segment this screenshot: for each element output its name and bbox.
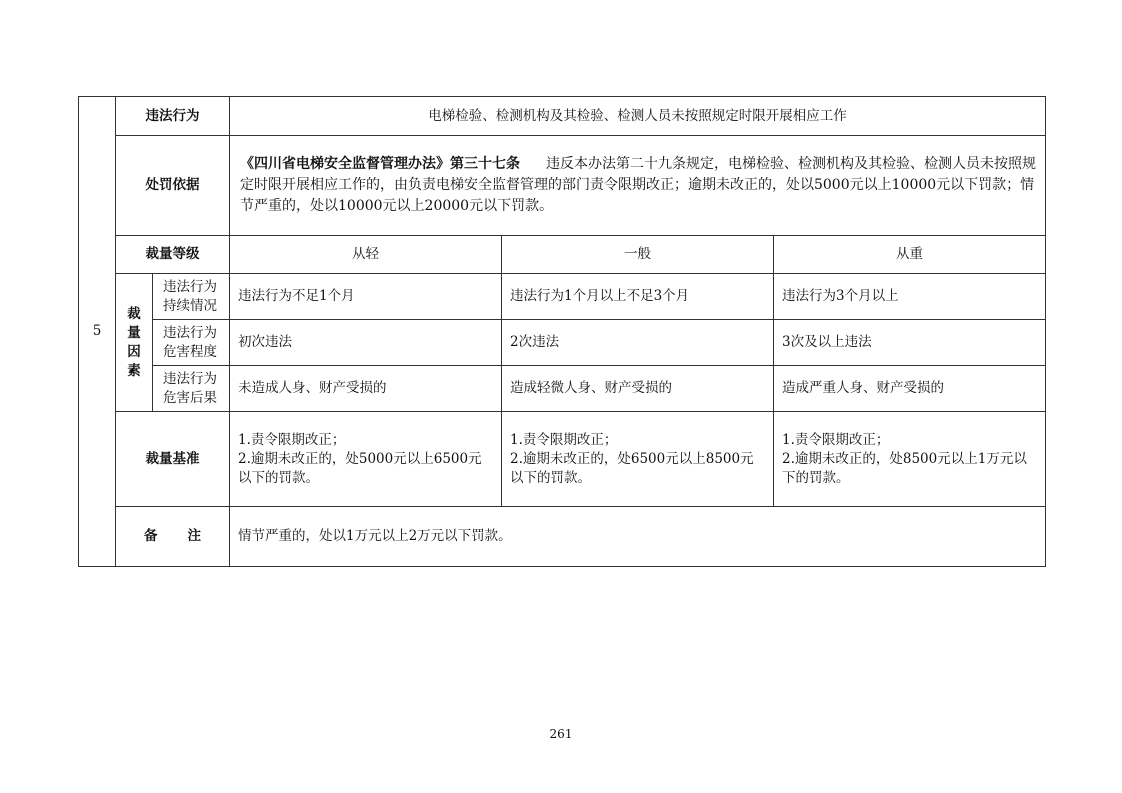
violation-text: 电梯检验、检测机构及其检验、检测人员未按照规定时限开展相应工作	[230, 97, 1046, 136]
factor-name-duration: 违法行为持续情况	[153, 274, 230, 320]
page-number: 261	[549, 727, 573, 741]
standard-cell-heavy: 1.责令限期改正； 2.逾期未改正的，处8500元以上1万元以下的罚款。	[774, 412, 1046, 507]
factors-label: 裁 量 因 素	[116, 274, 153, 412]
standard-label: 裁量基准	[116, 412, 230, 507]
factor-cell: 2次违法	[502, 320, 774, 366]
levels-label: 裁量等级	[116, 236, 230, 274]
level-light: 从轻	[230, 236, 502, 274]
remarks-text: 情节严重的，处以1万元以上2万元以下罚款。	[230, 507, 1046, 567]
factor-name-severity: 违法行为危害程度	[153, 320, 230, 366]
basis-cell	[230, 136, 1046, 236]
factor-cell: 初次违法	[230, 320, 502, 366]
factor-name-consequence: 违法行为危害后果	[153, 366, 230, 412]
remarks-label: 备 注	[116, 507, 230, 567]
factor-cell: 未造成人身、财产受损的	[230, 366, 502, 412]
basis-label: 处罚依据	[116, 136, 230, 236]
factor-cell: 造成轻微人身、财产受损的	[502, 366, 774, 412]
factor-cell: 违法行为不足1个月	[230, 274, 502, 320]
violation-label: 违法行为	[116, 97, 230, 136]
factor-cell: 3次及以上违法	[774, 320, 1046, 366]
factor-cell: 违法行为3个月以上	[774, 274, 1046, 320]
row-number: 5	[79, 97, 116, 567]
level-normal: 一般	[502, 236, 774, 274]
basis-title: 《四川省电梯安全监督管理办法》第三十七条	[240, 156, 520, 172]
basis-text: 违反本办法第二十九条规定，电梯检验、检测机构及其检验、检测人员未按照规定时限开展相应工作的，由负责电梯安全监督管理的部门责令限期改正；逾期未改正的，处以5000元以上10000元以下罚款；情节严重的，处以10000元以上20000元以下罚款。	[240, 156, 1036, 214]
penalty-discretion-table	[78, 96, 1046, 567]
factor-cell: 造成严重人身、财产受损的	[774, 366, 1046, 412]
factor-cell: 违法行为1个月以上不足3个月	[502, 274, 774, 320]
standard-cell-light: 1.责令限期改正； 2.逾期未改正的，处5000元以上6500元以下的罚款。	[230, 412, 502, 507]
standard-cell-normal: 1.责令限期改正； 2.逾期未改正的，处6500元以上8500元以下的罚款。	[502, 412, 774, 507]
level-heavy: 从重	[774, 236, 1046, 274]
